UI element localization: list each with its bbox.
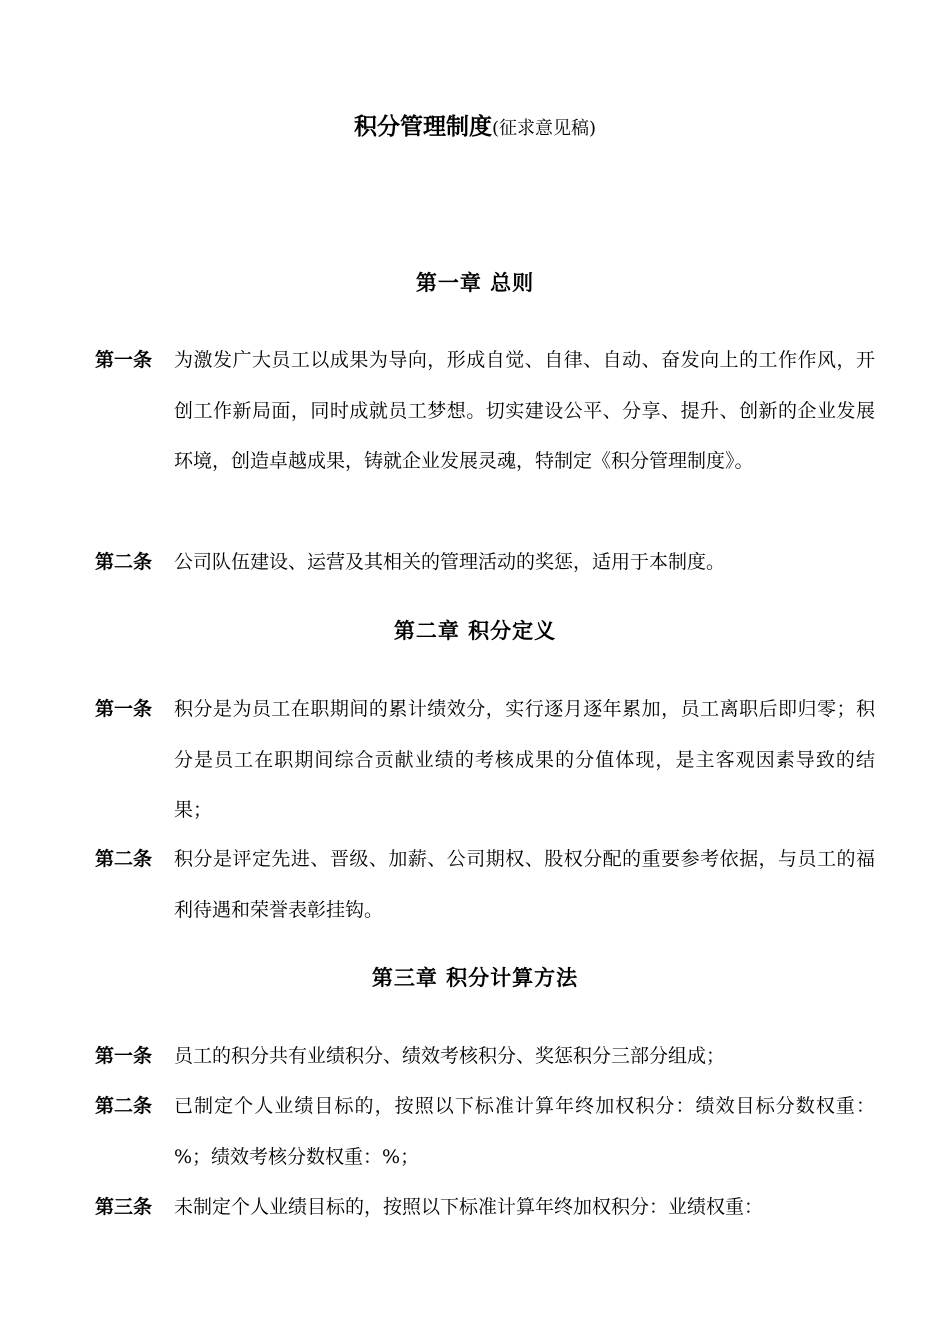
article-label: 第二条 — [95, 551, 153, 573]
article — [95, 1182, 875, 1233]
article — [95, 335, 875, 487]
article — [95, 684, 875, 836]
article-text: 积分是评定先进、晋级、加薪、公司期权、股权分配的重要参考依据，与员工的福利待遇和荣誉表彰挂钩。 — [174, 848, 875, 921]
chapter-heading: 第三章 积分计算方法 — [371, 965, 579, 990]
article-label: 第一条 — [95, 349, 153, 371]
article-label: 第三条 — [95, 1196, 153, 1218]
article-text: 积分是为员工在职期间的累计绩效分，实行逐月逐年累加，员工离职后即归零；积分是员工在职期间综合贡献业绩的考核成果的分值体现，是主客观因素导致的结果； — [174, 698, 875, 821]
article-text: 为激发广大员工以成果为导向，形成自觉、自律、自动、奋发向上的工作作风，开创工作新局面，同时成就员工梦想。切实建设公平、分享、提升、创新的企业发展环境，创造卓越成果，铸就企业发展灵魂，特制定《积分管理制度》。 — [174, 349, 875, 472]
article — [95, 537, 875, 588]
article-text: 公司队伍建设、运营及其相关的管理活动的奖惩，适用于本制度。 — [174, 551, 726, 573]
article-label: 第二条 — [95, 1095, 153, 1117]
article — [95, 1031, 875, 1082]
page-title — [0, 110, 950, 146]
article-text: 已制定个人业绩目标的，按照以下标准计算年终加权积分：绩效目标分数权重：%；绩效考核分数权重：%； — [174, 1095, 875, 1168]
article-label: 第一条 — [95, 698, 153, 720]
article — [95, 1081, 875, 1182]
chapter-heading: 第二章 积分定义 — [393, 618, 557, 643]
article-text: 未制定个人业绩目标的，按照以下标准计算年终加权积分：业绩权重： — [174, 1196, 764, 1218]
document-subtitle: (征求意见稿) — [491, 118, 597, 139]
article-label: 第一条 — [95, 1045, 153, 1067]
chapter-heading: 第一章 总则 — [415, 270, 535, 295]
article-label: 第二条 — [95, 848, 153, 870]
document-title: 积分管理制度 — [353, 113, 492, 140]
article-text: 员工的积分共有业绩积分、绩效考核积分、奖惩积分三部分组成； — [174, 1045, 726, 1067]
article — [95, 834, 875, 935]
